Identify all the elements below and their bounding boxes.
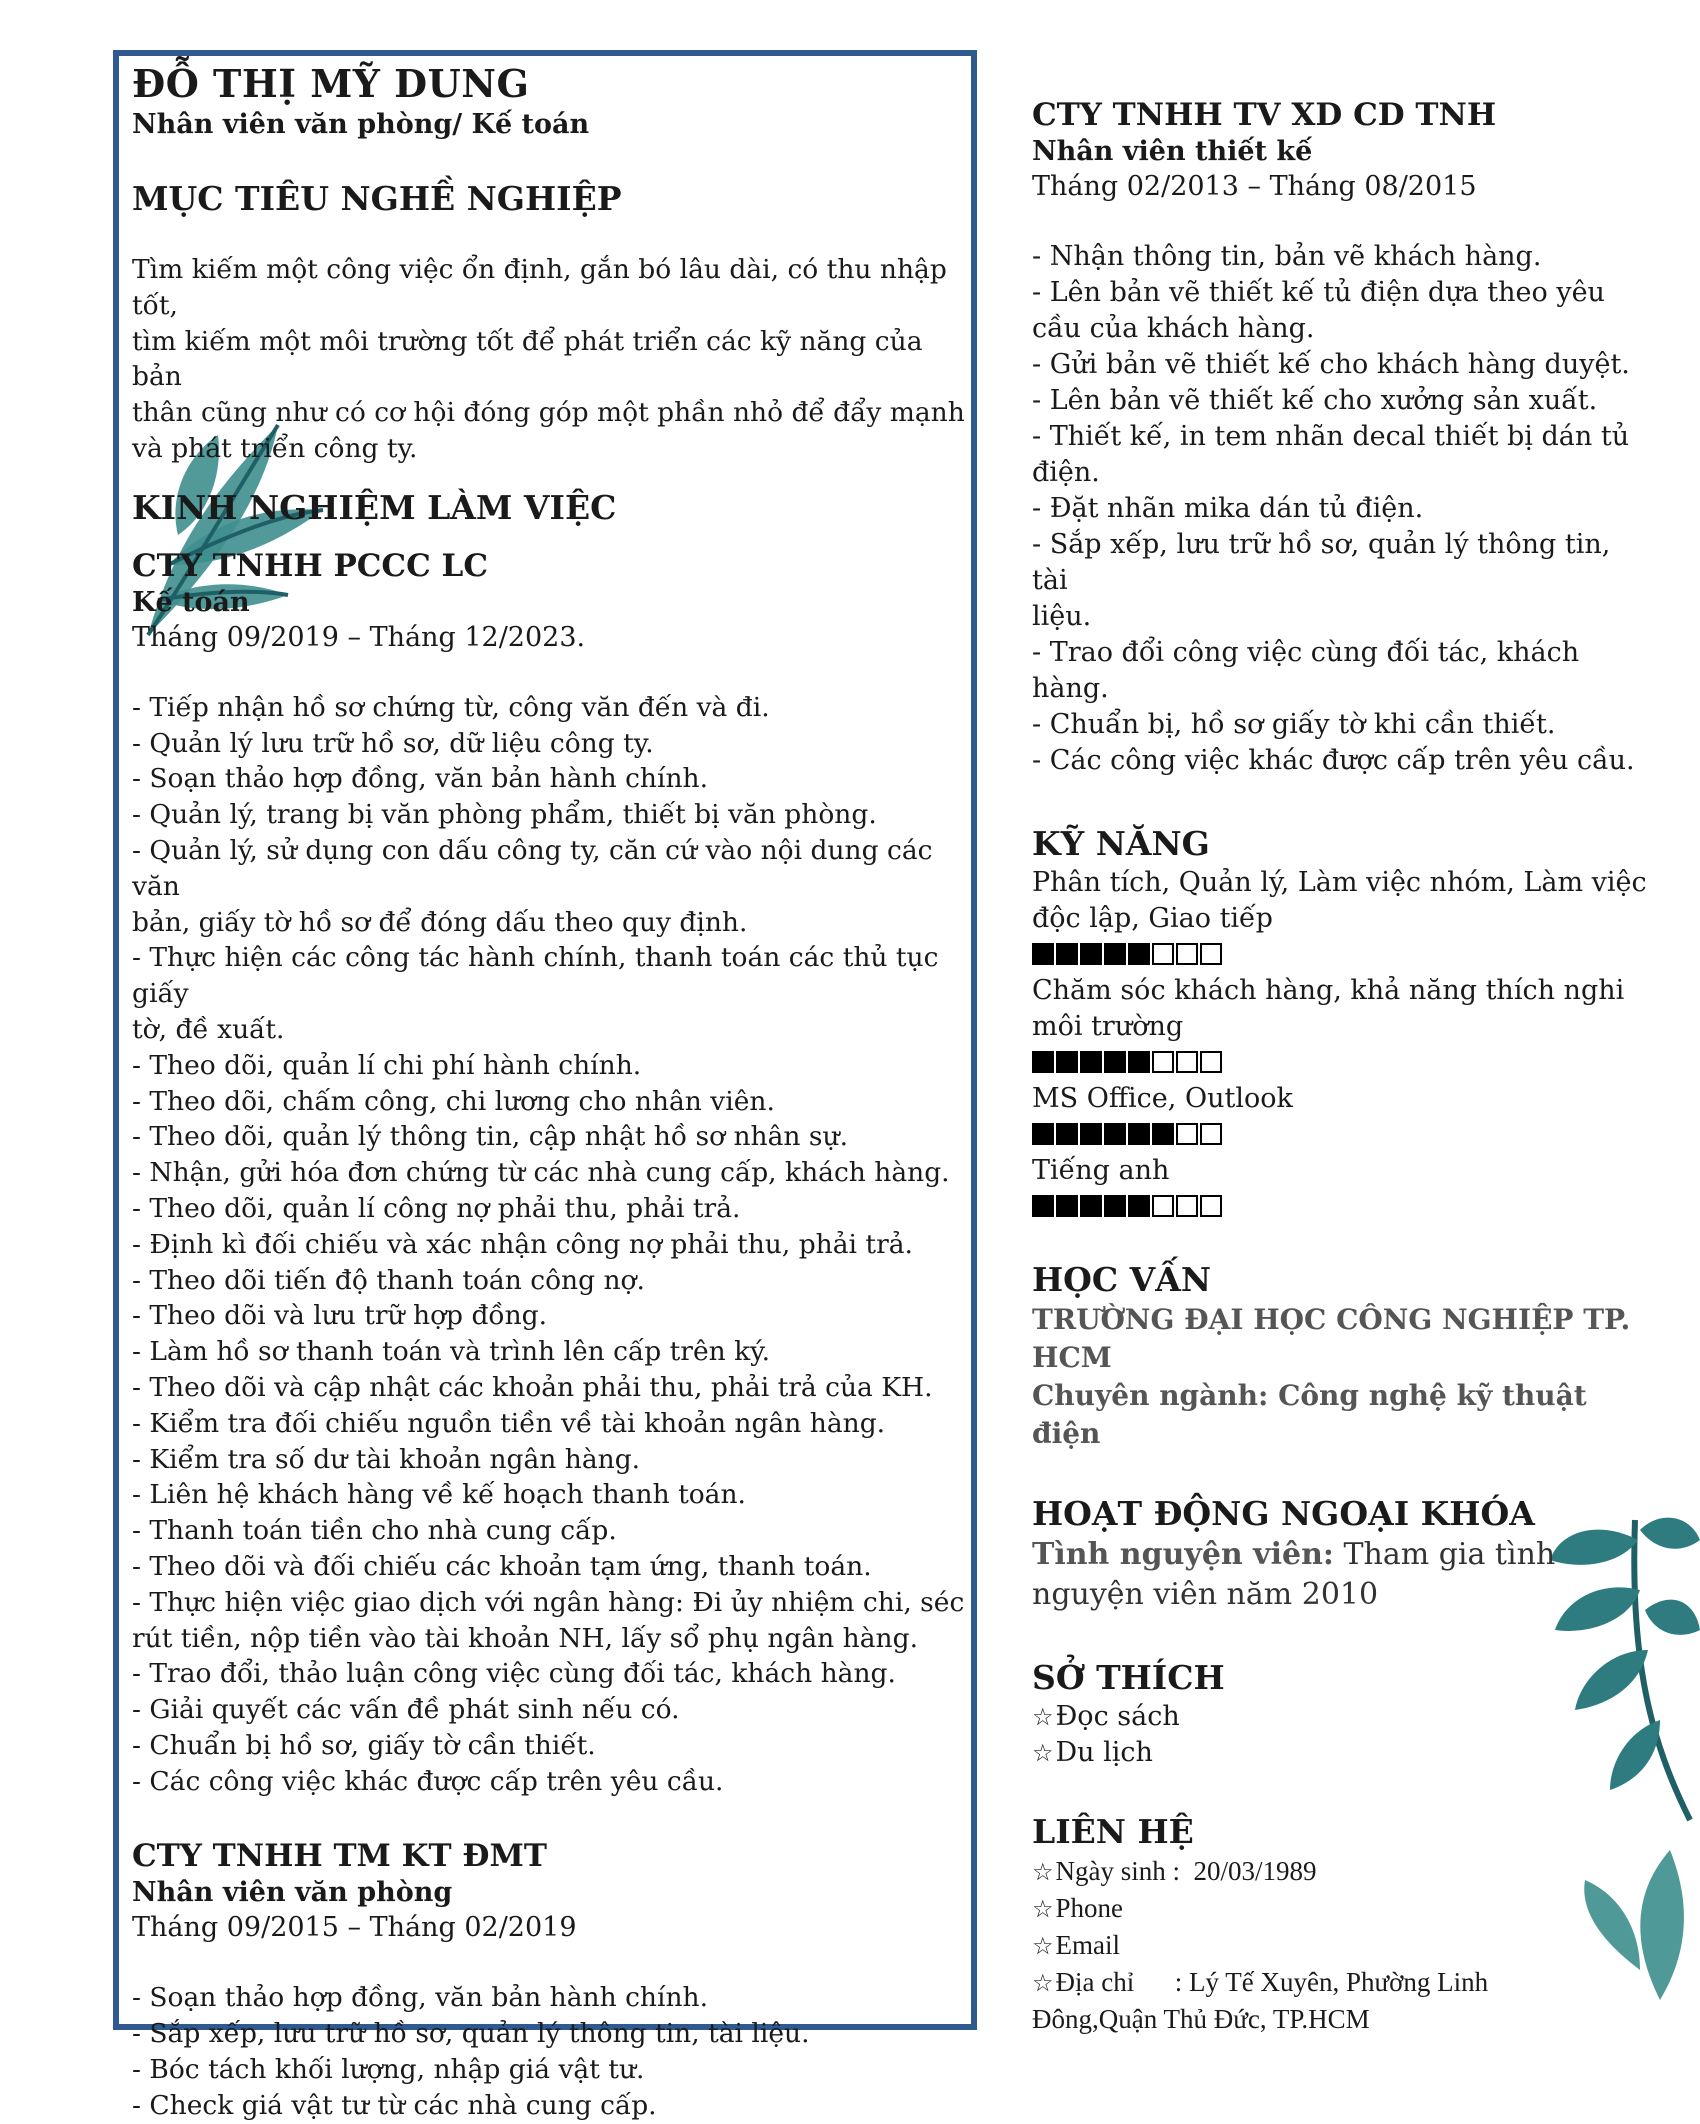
duty-item: - Thanh toán tiền cho nhà cung cấp. (132, 1515, 617, 1547)
duty-item: tờ, đề xuất. (132, 1013, 285, 1045)
duty-item: - Quản lý, trang bị văn phòng phẩm, thiết bị văn phòng. (132, 799, 877, 831)
rating-filled-square (1056, 1195, 1078, 1217)
rating-empty-square (1152, 943, 1174, 965)
duty-list (132, 1980, 967, 2123)
rating-filled-square (1104, 943, 1126, 965)
left-column (132, 60, 967, 2124)
rating-filled-square (1152, 1123, 1174, 1145)
duty-item: - Theo dõi tiến độ thanh toán công nợ. (132, 1264, 645, 1296)
company-name: CTY TNHH TV XD CD TNH (1032, 97, 1497, 133)
rating-filled-square (1080, 1123, 1102, 1145)
contact-address-line2: Đông,Quận Thủ Đức, TP.HCM (1032, 2004, 1370, 2034)
duty-item: - Các công việc khác được cấp trên yêu cầu. (1032, 745, 1635, 776)
rating-filled-square (1080, 1051, 1102, 1073)
objective-line: thân cũng như có cơ hội đóng góp một phần nhỏ để đẩy mạnh (132, 397, 965, 429)
right-column (1032, 96, 1652, 2037)
duty-item: - Theo dõi, chấm công, chi lương cho nhân viên. (132, 1085, 775, 1117)
duty-item: cầu của khách hàng. (1032, 313, 1315, 344)
star-icon: ☆ (1032, 1858, 1054, 1886)
rating-filled-square (1056, 1051, 1078, 1073)
duty-item: - Sắp xếp, lưu trữ hồ sơ, quản lý thông tin, tài liệu. (132, 2018, 810, 2050)
duty-item: - Theo dõi, quản lý thông tin, cập nhật hồ sơ nhân sự. (132, 1121, 849, 1153)
skill-label: Phân tích, Quản lý, Làm việc nhóm, Làm việc (1032, 867, 1647, 898)
job-position: Nhân viên thiết kế (1032, 136, 1313, 167)
rating-filled-square (1128, 1195, 1150, 1217)
objective-heading: MỤC TIÊU NGHỀ NGHIỆP (132, 179, 622, 218)
job-period: Tháng 09/2015 – Tháng 02/2019 (132, 1912, 577, 1944)
contact-heading: LIÊN HỆ (1032, 1812, 1194, 1851)
rating-empty-square (1176, 1123, 1198, 1145)
rating-filled-square (1104, 1195, 1126, 1217)
hobbies-heading: SỞ THÍCH (1032, 1658, 1225, 1697)
rating-empty-square (1176, 1195, 1198, 1217)
rating-filled-square (1032, 1051, 1054, 1073)
rating-empty-square (1200, 1051, 1222, 1073)
duty-item: liệu. (1032, 601, 1092, 632)
rating-empty-square (1176, 943, 1198, 965)
activity-line (1032, 1535, 1652, 1575)
duty-item: - Thực hiện các công tác hành chính, thanh toán các thủ tục giấy (132, 942, 939, 1010)
objective-text (132, 252, 967, 467)
activity-label: Tình nguyện viên: (1032, 1537, 1334, 1572)
duty-item: - Đặt nhãn mika dán tủ điện. (1032, 493, 1424, 524)
rating-filled-square (1128, 1051, 1150, 1073)
duty-item: - Giải quyết các vấn đề phát sinh nếu có. (132, 1694, 680, 1726)
contact-birth: ☆Ngày sinh : 20/03/1989 (1032, 1856, 1317, 1886)
duty-item: - Chuẩn bị, hồ sơ giấy tờ khi cần thiết. (1032, 709, 1556, 740)
duty-item: - Quản lý lưu trữ hồ sơ, dữ liệu công ty. (132, 727, 654, 759)
rating-empty-square (1152, 1051, 1174, 1073)
skill-label: môi trường (1032, 1011, 1184, 1042)
duty-item: - Bóc tách khối lượng, nhập giá vật tư. (132, 2054, 645, 2086)
rating-empty-square (1200, 1123, 1222, 1145)
duty-item: - Liên hệ khách hàng về kế hoạch thanh toán. (132, 1479, 746, 1511)
duty-list (1032, 239, 1652, 779)
rating-empty-square (1200, 1195, 1222, 1217)
duty-item: - Trao đổi, thảo luận công việc cùng đối tác, khách hàng. (132, 1658, 896, 1690)
duty-item: - Theo dõi, quản lí công nợ phải thu, phải trả. (132, 1192, 741, 1224)
rating-filled-square (1056, 1123, 1078, 1145)
duty-item: - Sắp xếp, lưu trữ hồ sơ, quản lý thông tin, tài (1032, 529, 1611, 596)
duty-item: - Chuẩn bị hồ sơ, giấy tờ cần thiết. (132, 1729, 596, 1761)
star-icon: ☆ (1032, 1932, 1054, 1960)
candidate-name: ĐỖ THỊ MỸ DUNG (132, 61, 530, 106)
objective-line: Tìm kiếm một công việc ổn định, gắn bó lâu dài, có thu nhập tốt, (132, 254, 947, 321)
duty-item: - Theo dõi và cập nhật các khoản phải thu, phải trả của KH. (132, 1371, 933, 1403)
company-name: CTY TNHH PCCC LC (132, 547, 489, 584)
skill-label: Tiếng anh (1032, 1155, 1170, 1186)
duty-item: - Nhận thông tin, bản vẽ khách hàng. (1032, 241, 1542, 272)
rating-filled-square (1032, 1123, 1054, 1145)
rating-empty-square (1152, 1195, 1174, 1217)
rating-filled-square (1104, 1051, 1126, 1073)
star-icon: ☆ (1032, 1969, 1054, 1997)
experience-heading: KINH NGHIỆM LÀM VIỆC (132, 487, 617, 527)
contact-address: ☆Địa chỉ : Lý Tế Xuyên, Phường Linh (1032, 1967, 1489, 1997)
duty-item: bản, giấy tờ hồ sơ để đóng dấu theo quy định. (132, 906, 748, 938)
duty-item: - Định kì đối chiếu và xác nhận công nợ phải thu, phải trả. (132, 1228, 913, 1260)
duty-list (132, 690, 967, 1800)
skill-rating (1032, 1051, 1652, 1073)
job-period: Tháng 02/2013 – Tháng 08/2015 (1032, 171, 1477, 202)
duty-item: - Lên bản vẽ thiết kế cho xưởng sản xuất. (1032, 385, 1598, 416)
company-name: CTY TNHH TM KT ĐMT (132, 1838, 547, 1875)
duty-item: - Các công việc khác được cấp trên yêu cầu. (132, 1765, 724, 1797)
hobby-item: ☆Đọc sách (1032, 1701, 1180, 1732)
duty-item: - Nhận, gửi hóa đơn chứng từ các nhà cung cấp, khách hàng. (132, 1157, 950, 1189)
candidate-title: Nhân viên văn phòng/ Kế toán (132, 109, 590, 140)
rating-filled-square (1080, 1195, 1102, 1217)
duty-item: rút tiền, nộp tiền vào tài khoản NH, lấy sổ phụ ngân hàng. (132, 1622, 918, 1654)
activities-heading: HOẠT ĐỘNG NGOẠI KHÓA (1032, 1494, 1535, 1533)
duty-item: - Trao đổi công việc cùng đối tác, khách (1032, 637, 1580, 668)
skill-item (1032, 973, 1652, 1073)
activity-text-2: nguyện viên năm 2010 (1032, 1577, 1379, 1612)
objective-line: và phát triển công ty. (132, 432, 418, 464)
duty-item: hàng. (1032, 673, 1109, 704)
duty-item: - Kiểm tra số dư tài khoản ngân hàng. (132, 1443, 641, 1475)
duty-item: - Theo dõi và đối chiếu các khoản tạm ứng, thanh toán. (132, 1550, 872, 1582)
duty-item: - Theo dõi, quản lí chi phí hành chính. (132, 1049, 642, 1081)
job-position: Nhân viên văn phòng (132, 1877, 453, 1909)
contact-phone: ☆Phone (1032, 1893, 1124, 1923)
duty-item: - Gửi bản vẽ thiết kế cho khách hàng duyệt. (1032, 349, 1630, 380)
skills-heading: KỸ NĂNG (1032, 824, 1210, 863)
skill-rating (1032, 1123, 1652, 1145)
duty-item: - Soạn thảo hợp đồng, văn bản hành chính. (132, 1982, 709, 2014)
duty-item: - Soạn thảo hợp đồng, văn bản hành chính. (132, 763, 709, 795)
education-heading: HỌC VẤN (1032, 1260, 1212, 1299)
education-major: Chuyên ngành: Công nghệ kỹ thuật điện (1032, 1379, 1587, 1450)
skill-label: MS Office, Outlook (1032, 1083, 1293, 1114)
rating-empty-square (1176, 1051, 1198, 1073)
skills-list (1032, 865, 1652, 1217)
skill-item (1032, 865, 1652, 965)
duty-item: - Kiểm tra đối chiếu nguồn tiền về tài khoản ngân hàng. (132, 1407, 886, 1439)
rating-filled-square (1032, 943, 1054, 965)
star-icon: ☆ (1032, 1739, 1054, 1767)
job-position: Kế toán (132, 586, 250, 618)
skill-rating (1032, 1195, 1652, 1217)
duty-item: - Thực hiện việc giao dịch với ngân hàng: Đi ủy nhiệm chi, séc (132, 1586, 965, 1618)
rating-empty-square (1200, 943, 1222, 965)
job-dmt (132, 1837, 967, 2123)
duty-item: - Thiết kế, in tem nhãn decal thiết bị dán tủ (1032, 421, 1630, 452)
skill-item (1032, 1153, 1652, 1217)
duty-item: - Quản lý, sử dụng con dấu công ty, căn cứ vào nội dung các văn (132, 834, 933, 902)
rating-filled-square (1032, 1195, 1054, 1217)
duty-item: - Tiếp nhận hồ sơ chứng từ, công văn đến và đi. (132, 691, 770, 723)
duty-item: - Làm hồ sơ thanh toán và trình lên cấp trên ký. (132, 1336, 771, 1368)
objective-line: tìm kiếm một môi trường tốt để phát triển các kỹ năng của bản (132, 325, 923, 393)
duty-item: - Check giá vật tư từ các nhà cung cấp. (132, 2089, 657, 2121)
job-pccc (132, 547, 967, 1800)
hobby-item: ☆Du lịch (1032, 1737, 1153, 1768)
skill-label: Chăm sóc khách hàng, khả năng thích nghi (1032, 975, 1625, 1006)
rating-filled-square (1056, 943, 1078, 965)
activity-text: Tham gia tình (1333, 1537, 1556, 1572)
education-school: TRƯỜNG ĐẠI HỌC CÔNG NGHIỆP TP. HCM (1032, 1303, 1631, 1374)
rating-filled-square (1128, 1123, 1150, 1145)
rating-filled-square (1104, 1123, 1126, 1145)
rating-filled-square (1128, 943, 1150, 965)
duty-item: - Theo dõi và lưu trữ hợp đồng. (132, 1300, 548, 1332)
star-icon: ☆ (1032, 1703, 1054, 1731)
job-period: Tháng 09/2019 – Tháng 12/2023. (132, 621, 586, 653)
star-icon: ☆ (1032, 1895, 1054, 1923)
duty-item: - Lên bản vẽ thiết kế tủ điện dựa theo yêu (1032, 277, 1605, 308)
rating-filled-square (1080, 943, 1102, 965)
skill-label: độc lập, Giao tiếp (1032, 903, 1273, 934)
duty-item: điện. (1032, 457, 1100, 488)
job-tnh (1032, 96, 1652, 779)
skill-item (1032, 1081, 1652, 1145)
contact-email[interactable]: ☆Email (1032, 1930, 1120, 1960)
skill-rating (1032, 943, 1652, 965)
